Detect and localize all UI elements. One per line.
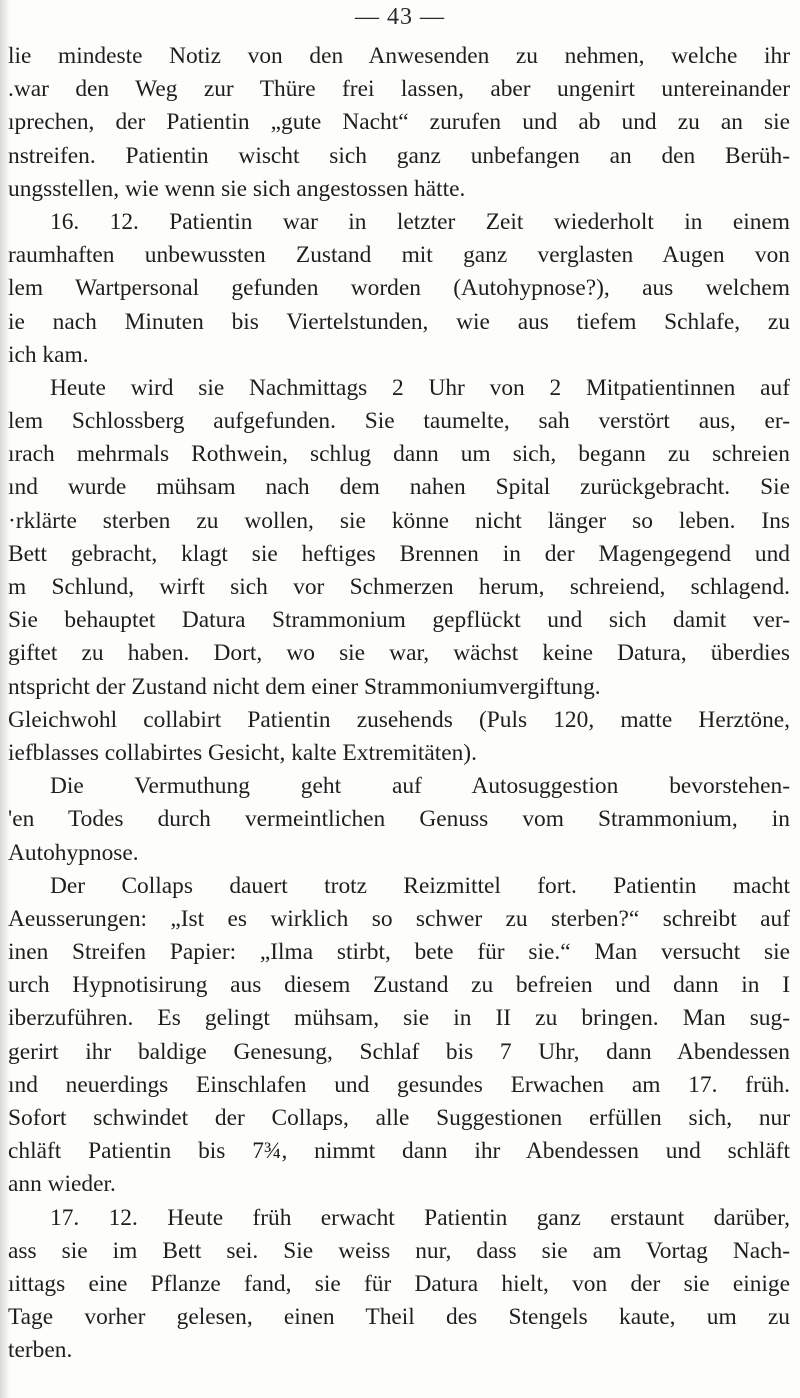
text-line: chläft Patientin bis 7¾, nimmt dann ihr Abendessen und schläft — [8, 1138, 790, 1165]
text-line: ıittags eine Pflanze fand, sie für Datura hielt, von der sie einige — [8, 1270, 790, 1297]
text-line: Sofort schwindet der Collaps, alle Suggestionen erfüllen sich, nur — [8, 1105, 790, 1131]
text-line: .war den Weg zur Thüre frei lassen, aber ungenirt untereinander — [8, 76, 790, 103]
text-line: iefblasses collabirtes Gesicht, kalte Extremitäten). — [8, 739, 477, 766]
text-line: inen Streifen Papier: „Ilma stirbt, bete für sie.“ Man versucht sie — [8, 939, 790, 966]
text-line: ann wieder. — [8, 1171, 116, 1198]
text-line: Tage vorher gelesen, einen Theil des Stengels kaute, um zu — [8, 1304, 790, 1331]
text-line: Die Vermuthung geht auf Autosuggestion bevorstehen- — [50, 773, 790, 800]
page-number: — 43 — — [355, 4, 445, 30]
text-line: Der Collaps dauert trotz Reizmittel fort. Patientin macht — [50, 872, 790, 899]
text-line: Sie behauptet Datura Strammonium gepflückt und sich damit ver- — [8, 607, 790, 634]
text-line: 17. 12. Heute früh erwacht Patientin ganz erstaunt darüber, — [50, 1204, 790, 1231]
text-line: Bett gebracht, klagt sie heftiges Brennen in der Magengegend und — [8, 540, 790, 567]
text-line: ich kam. — [8, 341, 89, 368]
text-line: giftet zu haben. Dort, wo sie war, wächst keine Datura, überdies — [8, 640, 790, 667]
text-line: gerirt ihr baldige Genesung, Schlaf bis 7 Uhr, dann Abendessen — [8, 1038, 790, 1065]
text-line: ırach mehrmals Rothwein, schlug dann um sich, begann zu schreien — [8, 441, 790, 468]
text-line: urch Hypnotisirung aus diesem Zustand zu befreien und dann in I — [8, 972, 790, 999]
text-line: ınd neuerdings Einschlafen und gesundes Erwachen am 17. früh. — [8, 1071, 790, 1098]
text-line: m Schlund, wirft sich vor Schmerzen herum, schreiend, schlagend. — [8, 574, 790, 600]
text-line: terben. — [8, 1337, 73, 1364]
text-line: Heute wird sie Nachmittags 2 Uhr von 2 Mitpatientinnen auf — [50, 374, 790, 401]
text-line: ie nach Minuten bis Viertelstunden, wie aus tiefem Schlafe, zu — [8, 308, 790, 335]
text-line: ass sie im Bett sei. Sie weiss nur, dass sie am Vortag Nach- — [8, 1237, 790, 1264]
text-line: lie mindeste Notiz von den Anwesenden zu nehmen, welche ihr — [8, 43, 790, 69]
text-line: Aeusserungen: „Ist es wirklich so schwer zu sterben?“ schreibt auf — [8, 905, 790, 932]
body-text — [8, 40, 790, 1368]
text-line: iberzuführen. Es gelingt mühsam, sie in II zu bringen. Man sug- — [8, 1005, 790, 1032]
text-line: ıprechen, der Patientin „gute Nacht“ zurufen und ab und zu an sie — [8, 109, 790, 136]
text-line: lem Wartpersonal gefunden worden (Autohypnose?), aus welchem — [8, 275, 790, 302]
text-line: 16. 12. Patientin war in letzter Zeit wiederholt in einem — [50, 208, 790, 235]
text-line: nstreifen. Patientin wischt sich ganz unbefangen an den Berüh- — [8, 142, 790, 169]
text-line: ungsstellen, wie wenn sie sich angestossen hätte. — [8, 175, 466, 202]
text-line: 'en Todes durch vermeintlichen Genuss vom Strammonium, in — [8, 806, 790, 833]
text-line: lem Schlossberg aufgefunden. Sie taumelte, sah verstört aus, er- — [8, 408, 790, 435]
text-line: raumhaften unbewussten Zustand mit ganz verglasten Augen von — [8, 242, 790, 269]
text-line: ntspricht der Zustand nicht dem einer Strammoniumvergiftung. — [8, 673, 601, 700]
text-line: Autohypnose. — [8, 839, 139, 866]
text-line: Gleichwohl collabirt Patientin zusehends (Puls 120, matte Herztöne, — [8, 706, 790, 733]
text-line: ınd wurde mühsam nach dem nahen Spital zurückgebracht. Sie — [8, 474, 790, 501]
text-line: ·rklärte sterben zu wollen, sie könne nicht länger so leben. Ins — [8, 507, 790, 534]
